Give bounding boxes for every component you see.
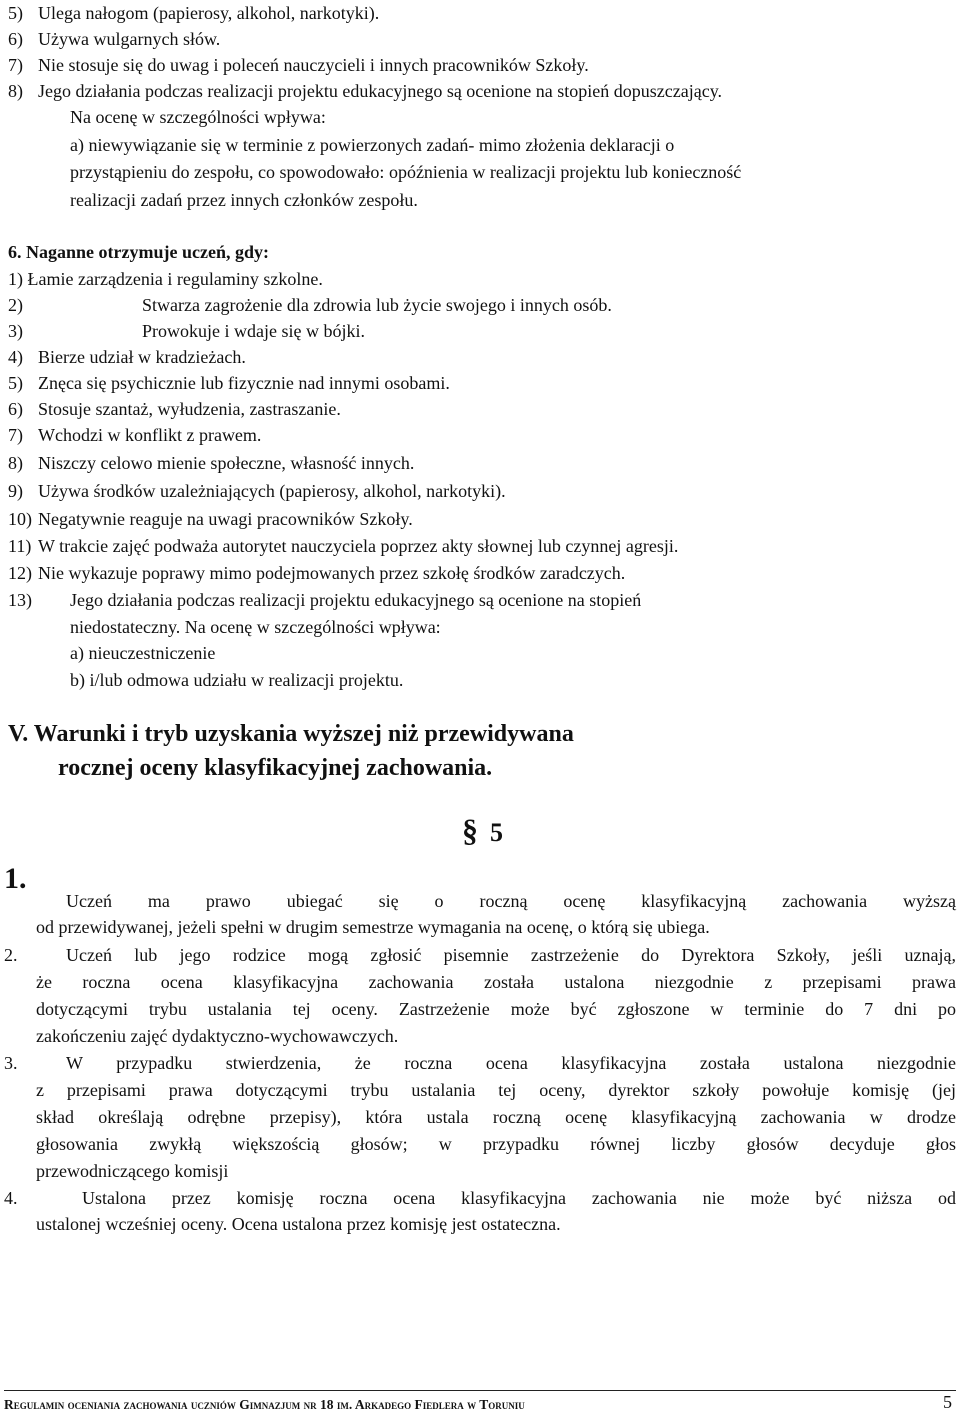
list-item [8, 52, 952, 78]
list-number: 11) [8, 536, 32, 556]
list-number: 7) [8, 55, 23, 75]
list-item [8, 292, 952, 318]
list-number: 2) [8, 295, 23, 315]
list-number: 6) [8, 29, 23, 49]
list-number: 5) [8, 373, 23, 393]
list-text: Używa wulgarnych słów. [38, 29, 221, 49]
list-text: Wchodzi w konflikt z prawem. [38, 425, 262, 445]
list-text: Prowokuje i wdaje się w bójki. [142, 321, 365, 341]
page-footer: Regulamin oceniania zachowania uczniów Gimnazjum nr 18 im. Arkadego Fiedlera w Toruniu [4, 1397, 525, 1412]
point-number: 4. [4, 1188, 18, 1208]
list-number: 5) [8, 3, 23, 23]
influence-intro: Na ocenę w szczególności wpływa: [70, 107, 326, 127]
list-item [8, 344, 952, 370]
list-text: Ulega nałogom (papierosy, alkohol, narkotyki). [38, 3, 380, 23]
point-text: z przepisami prawa dotyczącymi trybu ustalania tej oceny, dyrektor szkoły powołuje komisję (jej [36, 1080, 956, 1100]
paragraph-sign: § [462, 812, 478, 848]
list-item [8, 533, 952, 559]
section-title: rocznej oceny klasyfikacyjnej zachowania. [58, 755, 493, 781]
section-title: V. Warunki i tryb uzyskania wyższej niż przewidywana [8, 721, 574, 747]
list-number: 1) [8, 269, 23, 289]
list-text: Nie stosuje się do uwag i poleceń nauczycieli i innych pracowników Szkoły. [38, 55, 589, 75]
list-item [8, 266, 952, 292]
list-subitem: a) nieuczestniczenie [70, 643, 216, 663]
list-number: 12) [8, 563, 32, 583]
list-number: 3) [8, 321, 23, 341]
point-text: zakończeniu zajęć dydaktyczno-wychowawczych. [36, 1026, 399, 1046]
influence-line: przystąpieniu do zespołu, co spowodowało: opóźnienia w realizacji projektu lub konieczność [70, 162, 742, 182]
list-subitem: b) i/lub odmowa udziału w realizacji projektu. [70, 670, 404, 690]
point-text: głosowania zwykłą większością głosów; w przypadku równej liczby głosów decyduje głos [36, 1134, 956, 1154]
list-text: Negatywnie reaguje na uwagi pracowników Szkoły. [38, 509, 413, 529]
list-text: Używa środków uzależniających (papierosy, alkohol, narkotyki). [38, 481, 506, 501]
list-text: W trakcie zajęć podważa autorytet nauczyciela poprzez akty słownej lub czynnej agresji. [38, 536, 679, 556]
list-item [8, 26, 952, 52]
list-number: 8) [8, 81, 23, 101]
list-item [8, 318, 952, 344]
list-text: Stosuje szantaż, wyłudzenia, zastraszanie. [38, 399, 341, 419]
list-item [8, 478, 952, 504]
list-text: Jego działania podczas realizacji projektu edukacyjnego są ocenione na stopień [70, 590, 642, 610]
point-text: Ustalona przez komisję roczna ocena klasyfikacyjna zachowania nie może być niższa od [82, 1188, 956, 1208]
list-number: 8) [8, 453, 23, 473]
section-heading: 6. Naganne otrzymuje uczeń, gdy: [8, 242, 269, 262]
point-text: W przypadku stwierdzenia, że roczna ocena klasyfikacyjna została ustalona niezgodnie [66, 1053, 956, 1073]
list-item-continuation: niedostateczny. Na ocenę w szczególności wpływa: [70, 617, 441, 637]
point-text: Uczeń lub jego rodzice mogą zgłosić pisemnie zastrzeżenie do Dyrektora Szkoły, jeśli uznają, [66, 945, 956, 965]
list-text: Stwarza zagrożenie dla zdrowia lub życie swojego i innych osób. [142, 295, 612, 315]
list-number: 6) [8, 399, 23, 419]
list-text: Nie wykazuje poprawy mimo podejmowanych przez szkołę środków zaradczych. [38, 563, 626, 583]
list-text: Znęca się psychicznie lub fizycznie nad innymi osobami. [38, 373, 450, 393]
list-number: 7) [8, 425, 23, 445]
point-number: 3. [4, 1053, 18, 1073]
list-number: 4) [8, 347, 23, 367]
list-item [8, 587, 952, 613]
list-item [8, 78, 952, 104]
list-item [8, 450, 952, 476]
list-text: Łamie zarządzenia i regulaminy szkolne. [27, 269, 323, 289]
list-number: 13) [8, 590, 32, 610]
point-text: Uczeń ma prawo ubiegać się o roczną ocenę klasyfikacyjną zachowania wyższą [66, 891, 956, 911]
list-number: 9) [8, 481, 23, 501]
page-number: 5 [943, 1392, 952, 1412]
list-text: Niszczy celowo mienie społeczne, własność innych. [38, 453, 415, 473]
list-item [8, 506, 952, 532]
footer-divider [4, 1390, 956, 1391]
point-number: 2. [4, 945, 18, 965]
paragraph-marker [462, 812, 503, 851]
list-item [8, 396, 952, 422]
list-item [8, 0, 952, 26]
list-number: 10) [8, 509, 32, 529]
list-text: Jego działania podczas realizacji projektu edukacyjnego są ocenione na stopień dopuszczający. [38, 81, 723, 101]
point-text: ustalonej wcześniej oceny. Ocena ustalona przez komisję jest ostateczna. [36, 1214, 561, 1234]
list-text: Bierze udział w kradzieżach. [38, 347, 246, 367]
point-text: od przewidywanej, jeżeli spełni w drugim semestrze wymagania na ocenę, o którą się ubiega. [36, 917, 710, 937]
point-number: 1. [4, 862, 27, 895]
point-text: przewodniczącego komisji [36, 1161, 229, 1181]
list-item [8, 370, 952, 396]
list-item [8, 560, 952, 586]
paragraph-number: 5 [490, 818, 503, 847]
point-text: że roczna ocena klasyfikacyjna zachowania została ustalona niezgodnie z przepisami prawa [36, 972, 956, 992]
influence-line: realizacji zadań przez innych członków zespołu. [70, 190, 418, 210]
list-item [8, 422, 952, 448]
point-text: dotyczącymi trybu ustalania tej oceny. Zastrzeżenie może być zgłoszone w terminie do 7 dni po [36, 999, 956, 1019]
point-text: skład określają odrębne przepisy), która ustala roczną ocenę klasyfikacyjną zachowania w drodze [36, 1107, 956, 1127]
influence-line: a) niewywiązanie się w terminie z powierzonych zadań- mimo złożenia deklaracji o [70, 135, 675, 155]
